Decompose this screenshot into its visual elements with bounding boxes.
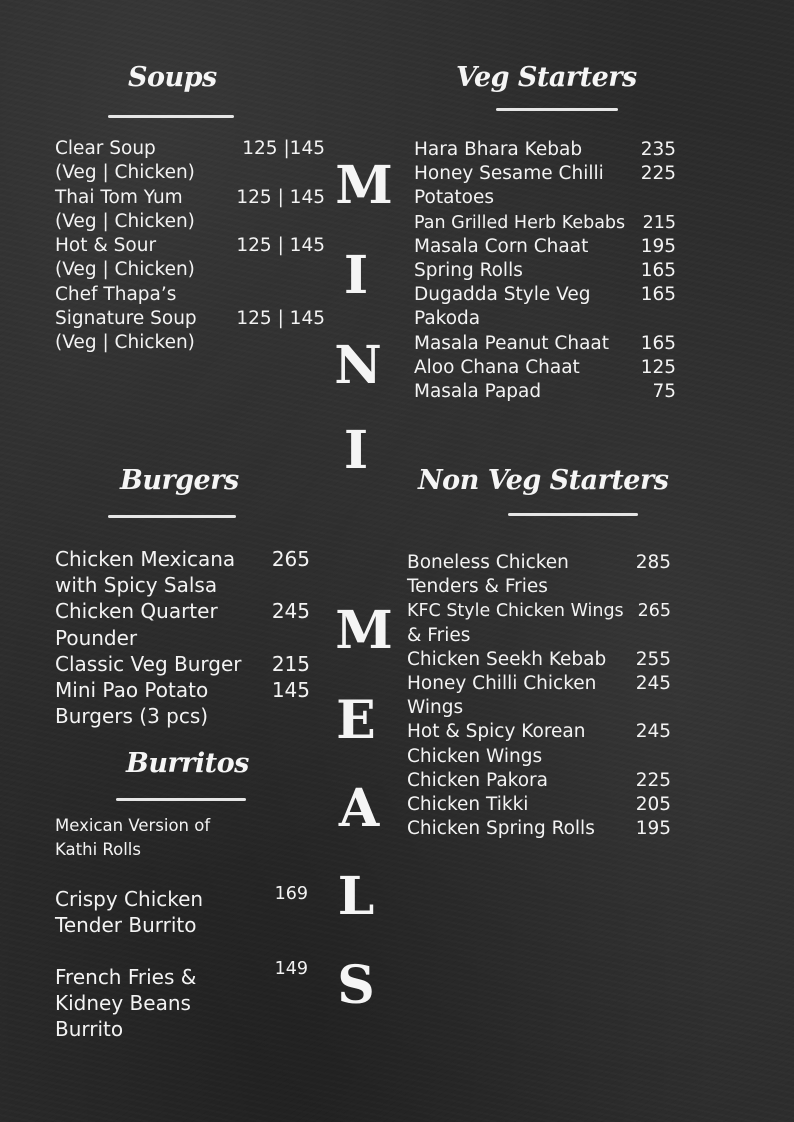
veg-starters-underline bbox=[496, 108, 618, 111]
veg-starters-list bbox=[414, 138, 676, 404]
burgers-heading: Burgers bbox=[120, 465, 239, 496]
burgers-list bbox=[55, 546, 310, 729]
list-item bbox=[55, 677, 310, 703]
vertical-title-letter: S bbox=[337, 955, 375, 1016]
vertical-title-letter: M bbox=[335, 600, 393, 661]
list-item bbox=[407, 648, 671, 672]
item-name: Dugadda Style Veg bbox=[414, 284, 591, 306]
list-item bbox=[55, 283, 325, 307]
list-item bbox=[55, 572, 310, 598]
burritos-subtitle bbox=[55, 814, 210, 862]
item-name: Classic Veg Burger bbox=[55, 651, 242, 676]
list-item bbox=[414, 356, 676, 380]
item-name: with Spicy Salsa bbox=[55, 573, 218, 598]
non-veg-starters-underline bbox=[508, 513, 638, 516]
item-price: 235 bbox=[640, 139, 676, 160]
item-name: Chicken Mexicana bbox=[55, 547, 236, 571]
item-price: 165 bbox=[640, 332, 676, 354]
item-name: Chicken Quarter bbox=[55, 599, 218, 624]
item-name-line: Kidney Beans bbox=[55, 991, 191, 1016]
burritos-underline bbox=[116, 798, 246, 801]
burritos-heading: Burritos bbox=[126, 748, 249, 779]
vertical-title-letter: E bbox=[336, 690, 376, 751]
list-item bbox=[407, 720, 671, 744]
item-name: Aloo Chana Chaat bbox=[414, 356, 580, 378]
item-price: 125 | 145 bbox=[236, 186, 325, 208]
item-price: 165 bbox=[640, 284, 676, 306]
list-item bbox=[55, 651, 310, 677]
list-item bbox=[414, 235, 676, 259]
list-item bbox=[414, 211, 676, 235]
item-price: 225 bbox=[640, 163, 676, 185]
item-price: 165 bbox=[640, 260, 676, 282]
list-item bbox=[407, 696, 671, 720]
list-item bbox=[407, 793, 671, 817]
item-price: 215 bbox=[642, 212, 676, 233]
soups-list bbox=[55, 137, 325, 356]
soups-heading: Soups bbox=[128, 62, 217, 93]
item-name: Hot & Spicy Korean bbox=[407, 721, 586, 743]
list-item bbox=[55, 546, 310, 572]
item-name: Hot & Sour bbox=[55, 235, 157, 257]
item-price: 285 bbox=[635, 552, 671, 573]
burgers-underline bbox=[108, 515, 236, 518]
item-name: Tenders & Fries bbox=[407, 576, 548, 598]
list-item bbox=[55, 331, 325, 355]
item-name: Clear Soup bbox=[55, 138, 156, 159]
item-name: Honey Chilli Chicken bbox=[407, 673, 597, 695]
subtitle-line: Kathi Rolls bbox=[55, 840, 141, 859]
list-item bbox=[414, 283, 676, 307]
vertical-title-letter: L bbox=[337, 866, 375, 927]
item-price: 145 bbox=[271, 678, 310, 703]
item-name: (Veg | Chicken) bbox=[55, 259, 195, 281]
item-price: 245 bbox=[635, 673, 671, 695]
item-name: (Veg | Chicken) bbox=[55, 210, 195, 232]
item-name: Signature Soup bbox=[55, 308, 197, 330]
item-name: Pounder bbox=[55, 625, 138, 650]
item-price: 195 bbox=[640, 235, 676, 257]
item-name: Chicken Pakora bbox=[407, 769, 548, 791]
veg-starters-heading: Veg Starters bbox=[456, 62, 637, 93]
item-name: Hara Bhara Kebab bbox=[414, 139, 583, 160]
item-name-line: Burrito bbox=[55, 1017, 124, 1042]
non-veg-starters-list bbox=[407, 551, 671, 841]
item-price: 255 bbox=[635, 648, 671, 670]
item-name: Boneless Chicken bbox=[407, 552, 569, 573]
list-item bbox=[55, 258, 325, 282]
soups-underline bbox=[108, 115, 234, 118]
item-name: Potatoes bbox=[414, 187, 494, 209]
item-name: Pakoda bbox=[414, 308, 481, 330]
list-item bbox=[407, 672, 671, 696]
list-item bbox=[55, 186, 325, 210]
item-name: Masala Corn Chaat bbox=[414, 235, 589, 257]
list-item bbox=[55, 234, 325, 258]
vertical-title-letter: A bbox=[338, 778, 380, 839]
list-item bbox=[407, 624, 671, 648]
item-price: 245 bbox=[271, 599, 310, 624]
item-name: Wings bbox=[407, 697, 464, 719]
item-name: Honey Sesame Chilli bbox=[414, 163, 604, 185]
list-item bbox=[407, 599, 671, 623]
item-price: 205 bbox=[635, 794, 671, 816]
list-item bbox=[407, 817, 671, 841]
item-price: 265 bbox=[271, 547, 310, 571]
list-item bbox=[414, 332, 676, 356]
item-name-line: Crispy Chicken bbox=[55, 887, 204, 911]
list-item bbox=[407, 575, 671, 599]
non-veg-starters-heading: Non Veg Starters bbox=[418, 465, 669, 496]
list-item bbox=[55, 137, 325, 161]
list-item bbox=[407, 745, 671, 769]
item-name: Burgers (3 pcs) bbox=[55, 704, 209, 729]
list-item bbox=[55, 703, 310, 729]
item-name: Masala Papad bbox=[414, 381, 542, 403]
list-item bbox=[55, 959, 310, 1043]
vertical-title-letter: I bbox=[343, 420, 369, 481]
subtitle-line: Mexican Version of bbox=[55, 816, 211, 835]
list-item bbox=[55, 886, 310, 938]
item-price: 125 bbox=[640, 356, 676, 378]
vertical-title-letter: M bbox=[335, 155, 393, 216]
list-item bbox=[414, 186, 676, 210]
list-item bbox=[407, 769, 671, 793]
vertical-title-letter: N bbox=[334, 335, 382, 396]
list-item bbox=[55, 307, 325, 331]
list-item bbox=[414, 138, 676, 162]
item-name: Chef Thapa’s bbox=[55, 283, 177, 305]
item-price: 125 |145 bbox=[242, 138, 325, 159]
item-name: KFC Style Chicken Wings bbox=[407, 601, 624, 622]
item-price: 125 | 145 bbox=[236, 235, 325, 257]
item-name: (Veg | Chicken) bbox=[55, 332, 195, 354]
list-item bbox=[414, 259, 676, 283]
item-name: Pan Grilled Herb Kebabs bbox=[414, 212, 626, 233]
item-price: 195 bbox=[635, 818, 671, 840]
list-item bbox=[414, 162, 676, 186]
list-item bbox=[414, 307, 676, 331]
item-name: Chicken Tikki bbox=[407, 794, 529, 816]
list-item bbox=[55, 161, 325, 185]
vertical-title-letter: I bbox=[343, 245, 369, 306]
list-item bbox=[414, 380, 676, 404]
item-price: 75 bbox=[652, 381, 676, 403]
item-name: (Veg | Chicken) bbox=[55, 162, 195, 184]
item-price: 149 bbox=[274, 959, 308, 979]
item-name: Spring Rolls bbox=[414, 260, 523, 282]
item-price: 225 bbox=[635, 769, 671, 791]
list-item bbox=[407, 551, 671, 575]
item-name: Masala Peanut Chaat bbox=[414, 332, 609, 354]
item-name: Thai Tom Yum bbox=[55, 186, 183, 208]
item-name-line: French Fries & bbox=[55, 965, 197, 989]
item-name: & Fries bbox=[407, 624, 471, 646]
item-name-line: Tender Burrito bbox=[55, 913, 197, 938]
item-name: Chicken Wings bbox=[407, 745, 543, 767]
list-item bbox=[55, 625, 310, 651]
list-item bbox=[55, 210, 325, 234]
item-price: 125 | 145 bbox=[236, 308, 325, 330]
item-name: Chicken Spring Rolls bbox=[407, 818, 595, 840]
item-name: Mini Pao Potato bbox=[55, 678, 209, 703]
item-name: Chicken Seekh Kebab bbox=[407, 648, 607, 670]
item-price: 169 bbox=[274, 884, 308, 904]
item-price: 265 bbox=[637, 601, 671, 622]
list-item bbox=[55, 598, 310, 624]
item-price: 245 bbox=[635, 721, 671, 743]
item-price: 215 bbox=[271, 651, 310, 676]
